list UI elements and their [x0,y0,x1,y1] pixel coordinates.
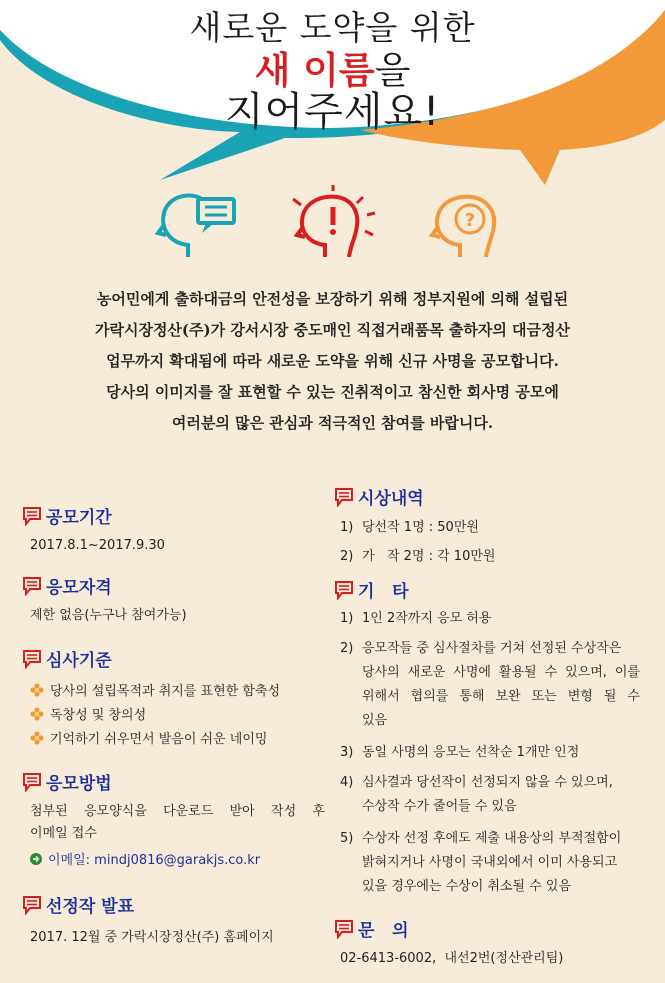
item-text: 밝혀지거나 사명이 국내외에서 이미 사용되고 [362,855,618,870]
contact-value: 02-6413-6002, 내선2번(정산관리팀) [340,951,564,966]
head-exclamation-icon [285,185,385,260]
etc-item [340,607,491,631]
item-number: 2) [340,549,354,564]
svg-text:?: ? [464,210,476,231]
title-line-2-suffix: 을 [374,49,411,92]
etc-item [340,637,640,733]
flower-bullet-icon [30,683,44,697]
intro-line: 당사의 이미지를 잘 표현할 수 있는 진취적이고 참신한 회사명 공모에 [106,383,559,401]
item-text: 가 작 2명 : 각 10만원 [362,549,496,564]
section-heading-contact [334,916,409,941]
speech-bubble-icon [22,772,42,792]
arrow-circle-icon [30,853,42,865]
criteria-text: 기억하기 쉬우면서 발음이 쉬운 네이밍 [50,732,268,747]
speech-bubble-icon [22,576,42,596]
item-number: 5) [340,831,354,846]
item-text: 동일 사명의 응모는 선착순 1개만 인정 [362,745,580,760]
intro-line: 업무까지 확대됨에 따라 새로운 도약을 위해 신규 사명을 공모합니다. [106,352,559,370]
etc-item [340,741,579,765]
item-text: 위해서 협의를 통해 보완 또는 변형 될 수 [362,689,640,704]
item-number: 1) [340,611,354,626]
section-heading-label: 심사기준 [46,651,112,671]
head-question-icon [420,185,520,260]
method-line-2: 이메일 접수 [30,826,97,841]
speech-bubble-icon [334,580,354,600]
intro-line: 여러분의 많은 관심과 적극적인 참여를 바랍니다. [171,414,494,432]
criteria-item [30,704,146,723]
criteria-item [30,728,267,747]
item-text: 당사의 새로운 사명에 활용될 수 있으며, 이를 [362,665,640,680]
section-heading-label: 시상내역 [358,489,424,509]
item-text: 수상자 선정 후에도 제출 내용상의 부적절함이 [362,831,622,846]
announce-value: 2017. 12월 중 가락시장정산(주) 홈페이지 [30,930,274,945]
title-line-1: 새로운 도약을 위한 [189,8,476,47]
speech-bubble-icon [22,895,42,915]
section-heading-prize [334,484,424,509]
flower-bullet-icon [30,707,44,721]
section-heading-label: 공모기간 [46,508,112,528]
section-heading-criteria [22,646,112,671]
item-text: 응모작들 중 심사절차를 거쳐 선정된 수상작은 [362,641,622,656]
intro-line: 가락시장정산(주)가 강서시장 중도매인 직접거래품목 출하자의 대금정산 [94,321,570,339]
head-speech-icon [150,185,250,260]
intro-line: 농어민에게 출하대금의 안전성을 보장하기 위해 정부지원에 의해 설립된 [96,290,569,308]
title-line-3: 지어주세요! [224,89,441,135]
section-heading-etc [334,577,409,602]
intro-paragraph [20,284,645,439]
prize-item [340,516,479,540]
method-line-1: 첨부된 응모양식을 다운로드 받아 작성 후 [30,804,325,819]
item-text: 수상작 수가 줄어들 수 있음 [362,799,517,814]
section-heading-label: 응모자격 [46,578,112,598]
section-heading-label: 응모방법 [46,774,112,794]
speech-bubble-icon [334,487,354,507]
item-text: 있을 경우에는 수상이 취소될 수 있음 [362,879,572,894]
section-heading-period [22,503,112,528]
section-heading-label: 문 의 [358,921,409,941]
section-heading-method [22,769,112,794]
email-link[interactable] [30,849,260,868]
speech-bubble-icon [22,506,42,526]
title-highlight: 새 이름 [254,49,375,92]
criteria-item [30,680,280,699]
section-heading-label: 선정작 발표 [46,897,135,917]
flower-bullet-icon [30,731,44,745]
period-value: 2017.8.1~2017.9.30 [30,538,165,553]
etc-item [340,827,640,899]
speech-bubble-icon [334,919,354,939]
section-heading-announce [22,892,134,917]
email-text[interactable]: 이메일: mindj0816@garakjs.co.kr [48,853,261,868]
item-number: 2) [340,641,354,656]
prize-item [340,545,495,569]
section-heading-label: 기 타 [358,582,409,602]
item-text: 1인 2작까지 응모 허용 [362,611,492,626]
criteria-text: 독창성 및 창의성 [50,708,147,723]
item-text: 있음 [362,713,388,728]
speech-bubble-icon [22,649,42,669]
eligibility-value: 제한 없음(누구나 참여가능) [30,608,187,623]
item-number: 1) [340,520,354,535]
item-number: 3) [340,745,354,760]
section-heading-eligibility [22,573,112,598]
criteria-text: 당사의 설립목적과 취지를 표현한 함축성 [50,684,281,699]
item-text: 심사결과 당선작이 선정되지 않을 수 있으며, [362,775,613,790]
item-text: 당선작 1명 : 50만원 [362,520,479,535]
item-number: 4) [340,775,354,790]
etc-item [340,771,613,819]
